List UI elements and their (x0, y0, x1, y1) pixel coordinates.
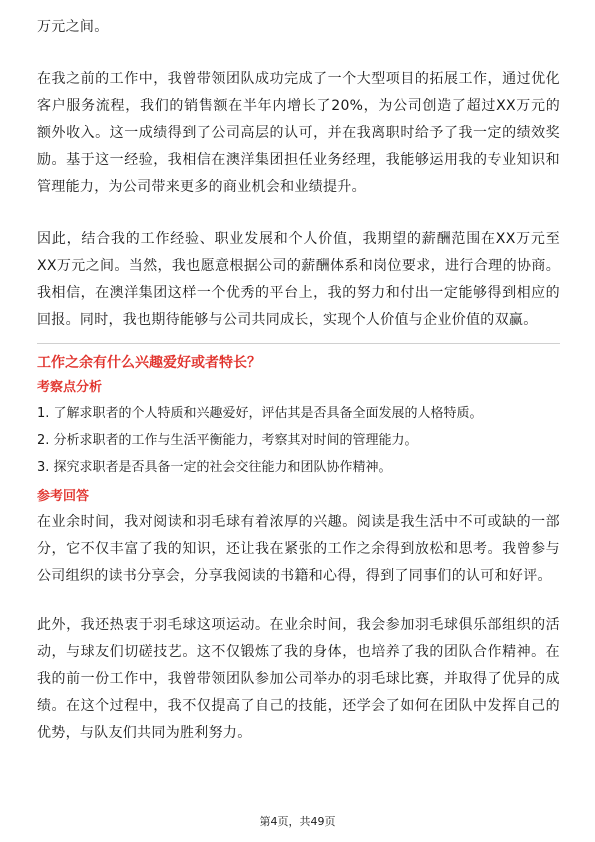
intro-tail-text: 万元之间。 (37, 19, 109, 35)
section-divider (37, 343, 560, 344)
question-title: 工作之余有什么兴趣爱好或者特长？ (37, 355, 261, 371)
analysis-point: 2. 分析求职者的工作与生活平衡能力，考察其对时间的管理能力。 (37, 433, 418, 448)
conclusion-paragraph: 因此，结合我的工作经验、职业发展和个人价值，我期望的薪酬范围在XX万元至XX万元之间。当然，我也愿意根据公司的薪酬体系和岗位要求，进行合理的协商。我相信，在澳洋集团这样一个优秀的平台上，我的努力和付出一定能够得到相应的回报。同时，我也期待能够与公司共同成长，实现个人价值与企业价值的双赢。 (37, 231, 560, 328)
analysis-point: 1. 了解求职者的个人特质和兴趣爱好，评估其是否具备全面发展的人格特质。 (37, 406, 483, 421)
analysis-heading: 考察点分析 (37, 380, 103, 395)
analysis-point: 3. 探究求职者是否具备一定的社会交往能力和团队协作精神。 (37, 460, 392, 475)
document-page (37, 14, 560, 747)
answer-heading: 参考回答 (37, 489, 90, 504)
page-number-footer: 第4页，共49页 (259, 815, 336, 828)
analysis-points-list (37, 400, 560, 481)
answer-paragraph-2: 此外，我还热衷于羽毛球这项运动。在业余时间，我会参加羽毛球俱乐部组织的活动，与球友们切磋技艺。这不仅锻炼了我的身体，也培养了我的团队合作精神。在我的前一份工作中，我曾带领团队参加公司举办的羽毛球比赛，并取得了优异的成绩。在这个过程中，我不仅提高了自己的技能，还学会了如何在团队中发挥自己的优势，与队友们共同为胜利努力。 (37, 617, 560, 741)
answer-paragraph-1: 在业余时间，我对阅读和羽毛球有着浓厚的兴趣。阅读是我生活中不可或缺的一部分，它不仅丰富了我的知识，还让我在紧张的工作之余得到放松和思考。我曾参与公司组织的读书分享会，分享我阅读的书籍和心得，得到了同事们的认可和好评。 (37, 514, 560, 584)
experience-paragraph: 在我之前的工作中，我曾带领团队成功完成了一个大型项目的拓展工作，通过优化客户服务流程，我们的销售额在半年内增长了20%，为公司创造了超过XX万元的额外收入。这一成绩得到了公司高层的认可，并在我离职时给予了我一定的绩效奖励。基于这一经验，我相信在澳洋集团担任业务经理，我能够运用我的专业知识和管理能力，为公司带来更多的商业机会和业绩提升。 (37, 71, 560, 195)
